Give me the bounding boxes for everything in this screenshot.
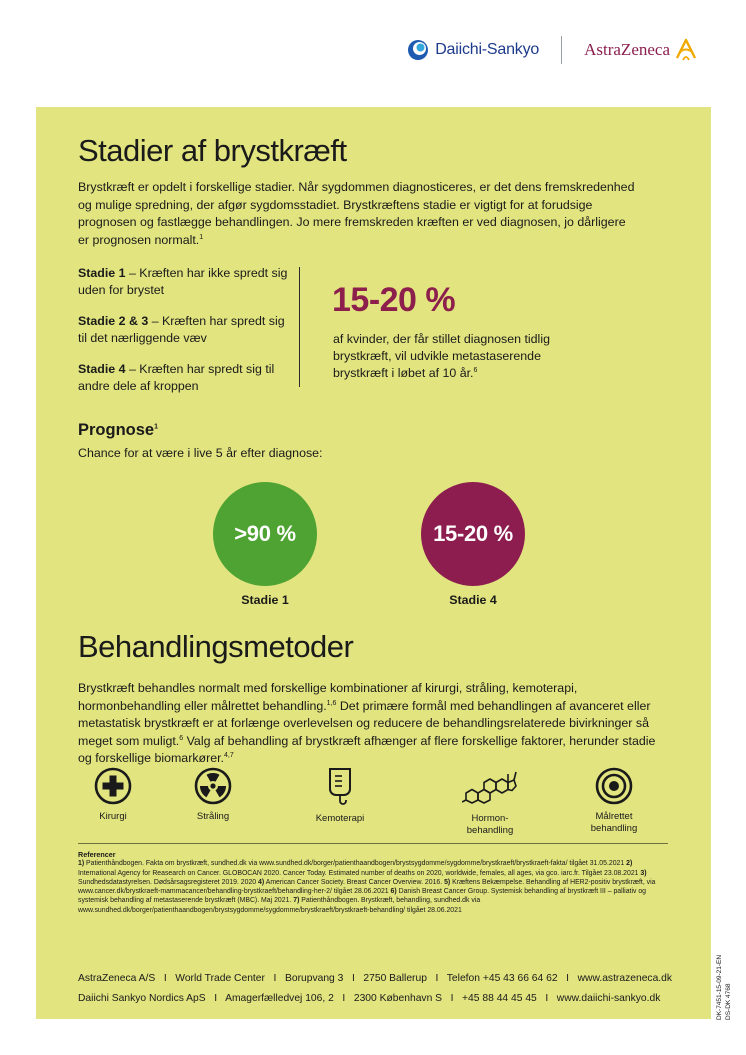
- references-text: [78, 859, 668, 915]
- ref-number: 2): [626, 860, 633, 868]
- side-codes: [716, 940, 736, 1020]
- ref-text: Sundhedsdatastyrelsen. Dødsårsagsregisteret 2019. 2020: [78, 878, 259, 886]
- ref-number: 6): [390, 888, 397, 896]
- prognosis-title: [78, 421, 158, 440]
- document-code: DK-7451-15-09-21-EN: [716, 954, 723, 1020]
- treatment-text-2: Det primære formål med behandlingen af avanceret eller metastatisk brystkræft er at forlænge overlevelsen og reducere de behandlingsrelaterede bivirkninger så meget som muligt.: [78, 698, 651, 748]
- astrazeneca-mark-icon: [674, 36, 698, 64]
- stat-ref: 6: [473, 366, 478, 374]
- treatment-label: Kirurgi: [99, 811, 127, 822]
- stage4-survival-circle: [421, 482, 525, 586]
- treatment-paragraph: [78, 680, 668, 768]
- stage-item: [78, 361, 288, 395]
- footer-daiichi: Daiichi Sankyo Nordics ApS I Amagerfælledvej 106, 2 I 2300 København S I +45 88 44 45 45 I www.daiichi-sankyo.dk: [78, 993, 661, 1004]
- stat-divider: [299, 267, 300, 387]
- stage-label: Stadie 2 & 3: [78, 314, 149, 328]
- radiation-icon: [194, 767, 232, 805]
- treatment-ref-3: 4,7: [224, 751, 234, 759]
- metastasis-stat-value: 15-20 %: [332, 281, 456, 319]
- stage-label: Stadie 1: [78, 266, 126, 280]
- content-panel: [36, 107, 711, 1019]
- stage-list: [78, 265, 288, 409]
- footer-astrazeneca: AstraZeneca A/S I World Trade Center I Borupvang 3 I 2750 Ballerup I Telefon +45 43 66 64 62 I www.astrazeneca.dk: [78, 973, 673, 984]
- treatment-targeted: [574, 767, 654, 834]
- daiichi-sankyo-mark-icon: [407, 39, 429, 61]
- logo-divider: [561, 36, 562, 64]
- astrazeneca-name: AstraZeneca: [584, 40, 670, 59]
- intro-ref: 1: [199, 233, 204, 241]
- treatment-hormone: [450, 767, 530, 836]
- ref-number: 5): [444, 878, 451, 886]
- treatment-text-1: Brystkræft behandles normalt med forskellige kombinationer af kirurgi, stråling, kemoterapi, hormonbehandling eller målrettet behandling.: [78, 681, 578, 713]
- astrazeneca-logo: [584, 36, 698, 64]
- stage1-survival-circle: [213, 482, 317, 586]
- ref-text: American Cancer Society. Breast Cancer Overview. 2016.: [264, 878, 445, 886]
- treatment-label: Målrettet behandling: [590, 811, 638, 834]
- treatment-text-3: Valg af behandling af brystkræft afhænger af flere forskellige faktorer, herunder stadie og forskellige biomarkører.: [78, 733, 656, 765]
- target-icon: [595, 767, 633, 805]
- stage-text: – Kræften har spredt sig til andre dele af kroppen: [78, 362, 275, 393]
- treatment-surgery: [73, 767, 153, 823]
- ref-number: 1): [78, 860, 85, 868]
- treatment-label: Stråling: [196, 811, 230, 822]
- treatment-chemotherapy: [300, 767, 380, 825]
- stat-description: af kvinder, der får stillet diagnosen tidlig brystkræft, vil udvikle metastaserende brystkræft i løbet af 10 år.: [333, 332, 550, 380]
- references-title: Referencer: [78, 850, 116, 859]
- stage-item: [78, 313, 288, 347]
- ref-number: 3): [640, 869, 647, 877]
- intro-text: Brystkræft er opdelt i forskellige stadier. Når sygdommen diagnosticeres, er det dens fremskredenhed og mulige spredning, der afgør sygdomsstadiet. Brystkræftens stadie er vigtigt for at forudsige prognosen og fastlægge behandlingen. Jo mere fremskreden kræften er ved diagnosen, jo dårligere er prognosen normalt.: [78, 180, 635, 247]
- treatment-ref-2: 6: [179, 734, 184, 742]
- document-code-2: DS-DK 4768: [725, 983, 732, 1020]
- ref-text: International Agency for Reasearch on Cancer. GLOBOCAN 2020. Cancer Today. Estimated number of deaths on 2020, worldwide, females, all ages, via gco. iarc.fr. Tilgået 23.08.2021: [78, 869, 641, 877]
- ref-number: 7): [293, 897, 300, 905]
- ref-number: 4): [258, 878, 265, 886]
- cross-circle-icon: [94, 767, 132, 805]
- ref-text: Patienthåndbogen. Brystkræft, behandling, sundhed.dk via www.sundhed.dk/borger/patienthaandbogen/brystsygdomme/sygdomme/brystkraeft/brystkraeft-behandling/ tilgået 28.06.2021: [78, 897, 481, 914]
- treatment-title: Behandlingsmetoder: [78, 629, 354, 664]
- stage-item: [78, 265, 288, 299]
- intro-paragraph: [78, 179, 638, 249]
- stage1-survival-label: Stadie 1: [241, 593, 289, 607]
- ref-text: Danish Breast Cancer Group. Systemisk behandling af brystkræft III – palliativ og systemisk behandling af metastaserende brystkræft (MBC). Maj 2021.: [78, 888, 647, 905]
- stage-label: Stadie 4: [78, 362, 126, 376]
- stage1-survival-value: >90 %: [234, 521, 296, 546]
- ref-text: Patienthåndbogen. Fakta om brystkræft, sundhed.dk via www.sundhed.dk/borger/patienthaandbogen/brystsygdomme/sygdomme/brystkraeft/brystkraeft-fakta/ tilgået 31.05.2021: [84, 860, 627, 868]
- treatment-icons: [78, 767, 638, 837]
- header-logos: [407, 30, 698, 70]
- daiichi-sankyo-name: Daiichi-Sankyo: [435, 41, 540, 58]
- page-title: Stadier af brystkræft: [78, 133, 347, 168]
- metastasis-stat-text: [333, 331, 583, 382]
- treatment-radiation: [173, 767, 253, 823]
- stage4-survival-label: Stadie 4: [449, 593, 497, 607]
- iv-bag-icon: [325, 767, 355, 807]
- ref-text: Kræftens Bekæmpelse. Behandling af HER2-positiv brystkræft, via www.cancer.dk/brystkraeft-mammacancer/behandling-brystkraeft/behandling-her-2/ tilgået 28.06.2021: [78, 878, 656, 896]
- steroid-molecule-icon: [462, 767, 518, 807]
- stage4-survival-value: 15-20 %: [433, 521, 513, 546]
- prognosis-subtitle: Chance for at være i live 5 år efter diagnose:: [78, 446, 323, 460]
- references: [78, 850, 668, 915]
- treatment-label: Kemoterapi: [315, 813, 365, 824]
- treatment-label: Hormon- behandling: [466, 813, 514, 836]
- treatment-ref-1: 1,6: [326, 699, 337, 707]
- daiichi-sankyo-logo: [407, 39, 539, 61]
- prognosis-title-text: Prognose: [78, 421, 155, 439]
- prognosis-ref: 1: [154, 423, 159, 431]
- references-divider: [78, 843, 668, 844]
- stage-text: – Kræften har ikke spredt sig uden for brystet: [78, 266, 288, 297]
- stage-text: – Kræften har spredt sig til det nærliggende væv: [78, 314, 285, 345]
